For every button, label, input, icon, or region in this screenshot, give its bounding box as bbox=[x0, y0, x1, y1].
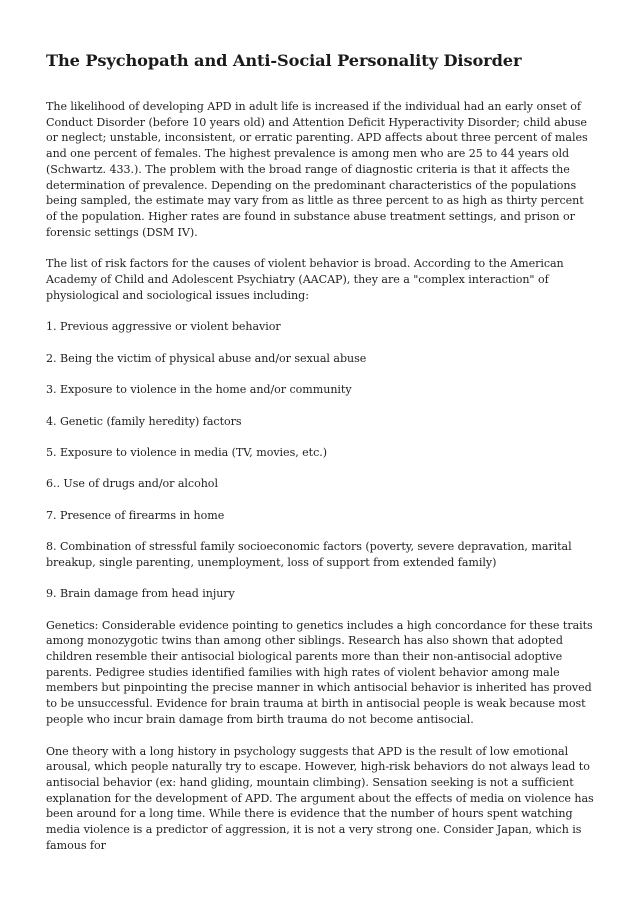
theory-paragraph: One theory with a long history in psychology suggests that APD is the result of low emotional arousal, which people naturally try to escape. However, high-risk behaviors do not always lead to antisocial behavior (ex: hand gliding, mountain climbing). Sensation seeking is not a sufficient explanation for the development of APD. The argument about the effects of media on violence has been around for a long time. While there is evidence that the number of hours spent watching media violence is a predictor of aggression, it is not a very strong one. Consider Japan, which is famous for bbox=[46, 744, 594, 852]
risk-factor-item-8: 8. Combination of stressful family socioeconomic factors (poverty, severe depravation, marital breakup, single parenting, unemployment, loss of support from extended family) bbox=[46, 540, 572, 569]
risk-factor-item-6: 6.. Use of drugs and/or alcohol bbox=[46, 477, 218, 491]
document-title: The Psychopath and Anti-Social Personality Disorder bbox=[46, 51, 522, 70]
risk-factor-item-5: 5. Exposure to violence in media (TV, movies, etc.) bbox=[46, 446, 328, 459]
risk-factor-item-1: 1. Previous aggressive or violent behavior bbox=[46, 320, 281, 334]
risk-factor-item-3: 3. Exposure to violence in the home and/or community bbox=[46, 383, 352, 397]
risk-factor-list bbox=[46, 319, 594, 602]
risk-factors-intro-paragraph: The list of risk factors for the causes of violent behavior is broad. According to the American Academy of Child and Adolescent Psychiatry (AACAP), they are a "complex interaction" of physiological and sociological issues including: bbox=[46, 257, 564, 302]
document-page bbox=[46, 50, 594, 870]
risk-factor-item-2: 2. Being the victim of physical abuse and/or sexual abuse bbox=[46, 351, 367, 365]
genetics-paragraph: Genetics: Considerable evidence pointing to genetics includes a high concordance for these traits among monozygotic twins than among other siblings. Research has also shown that adopted children resemble their antisocial biological parents more than their non-antisocial adoptive parents. Pedigree studies identified families with high rates of violent behavior among male members but pinpointing the precise manner in which antisocial behavior is inherited has proved to be unsuccessful. Evidence for brain trauma at birth in antisocial people is weak because most people who incur brain damage from birth trauma do not become antisocial. bbox=[46, 618, 593, 726]
risk-factor-item-9: 9. Brain damage from head injury bbox=[46, 587, 235, 601]
risk-factor-item-4: 4. Genetic (family heredity) factors bbox=[46, 414, 242, 428]
risk-factor-item-7: 7. Presence of firearms in home bbox=[46, 508, 225, 522]
intro-paragraph: The likelihood of developing APD in adult life is increased if the individual had an early onset of Conduct Disorder (before 10 years old) and Attention Deficit Hyperactivity Disorder; child abuse or neglect; unstable, inconsistent, or erratic parenting. APD affects about three percent of males and one percent of females. The highest prevalence is among men who are 25 to 44 years old (Schwartz. 433.). The problem with the broad range of diagnostic criteria is that it affects the determination of prevalence. Depending on the predominant characteristics of the populations being sampled, the estimate may vary from as little as three percent to as high as thirty percent of the population. Higher rates are found in substance abuse treatment settings, and prison or forensic settings (DSM IV). bbox=[46, 100, 588, 239]
